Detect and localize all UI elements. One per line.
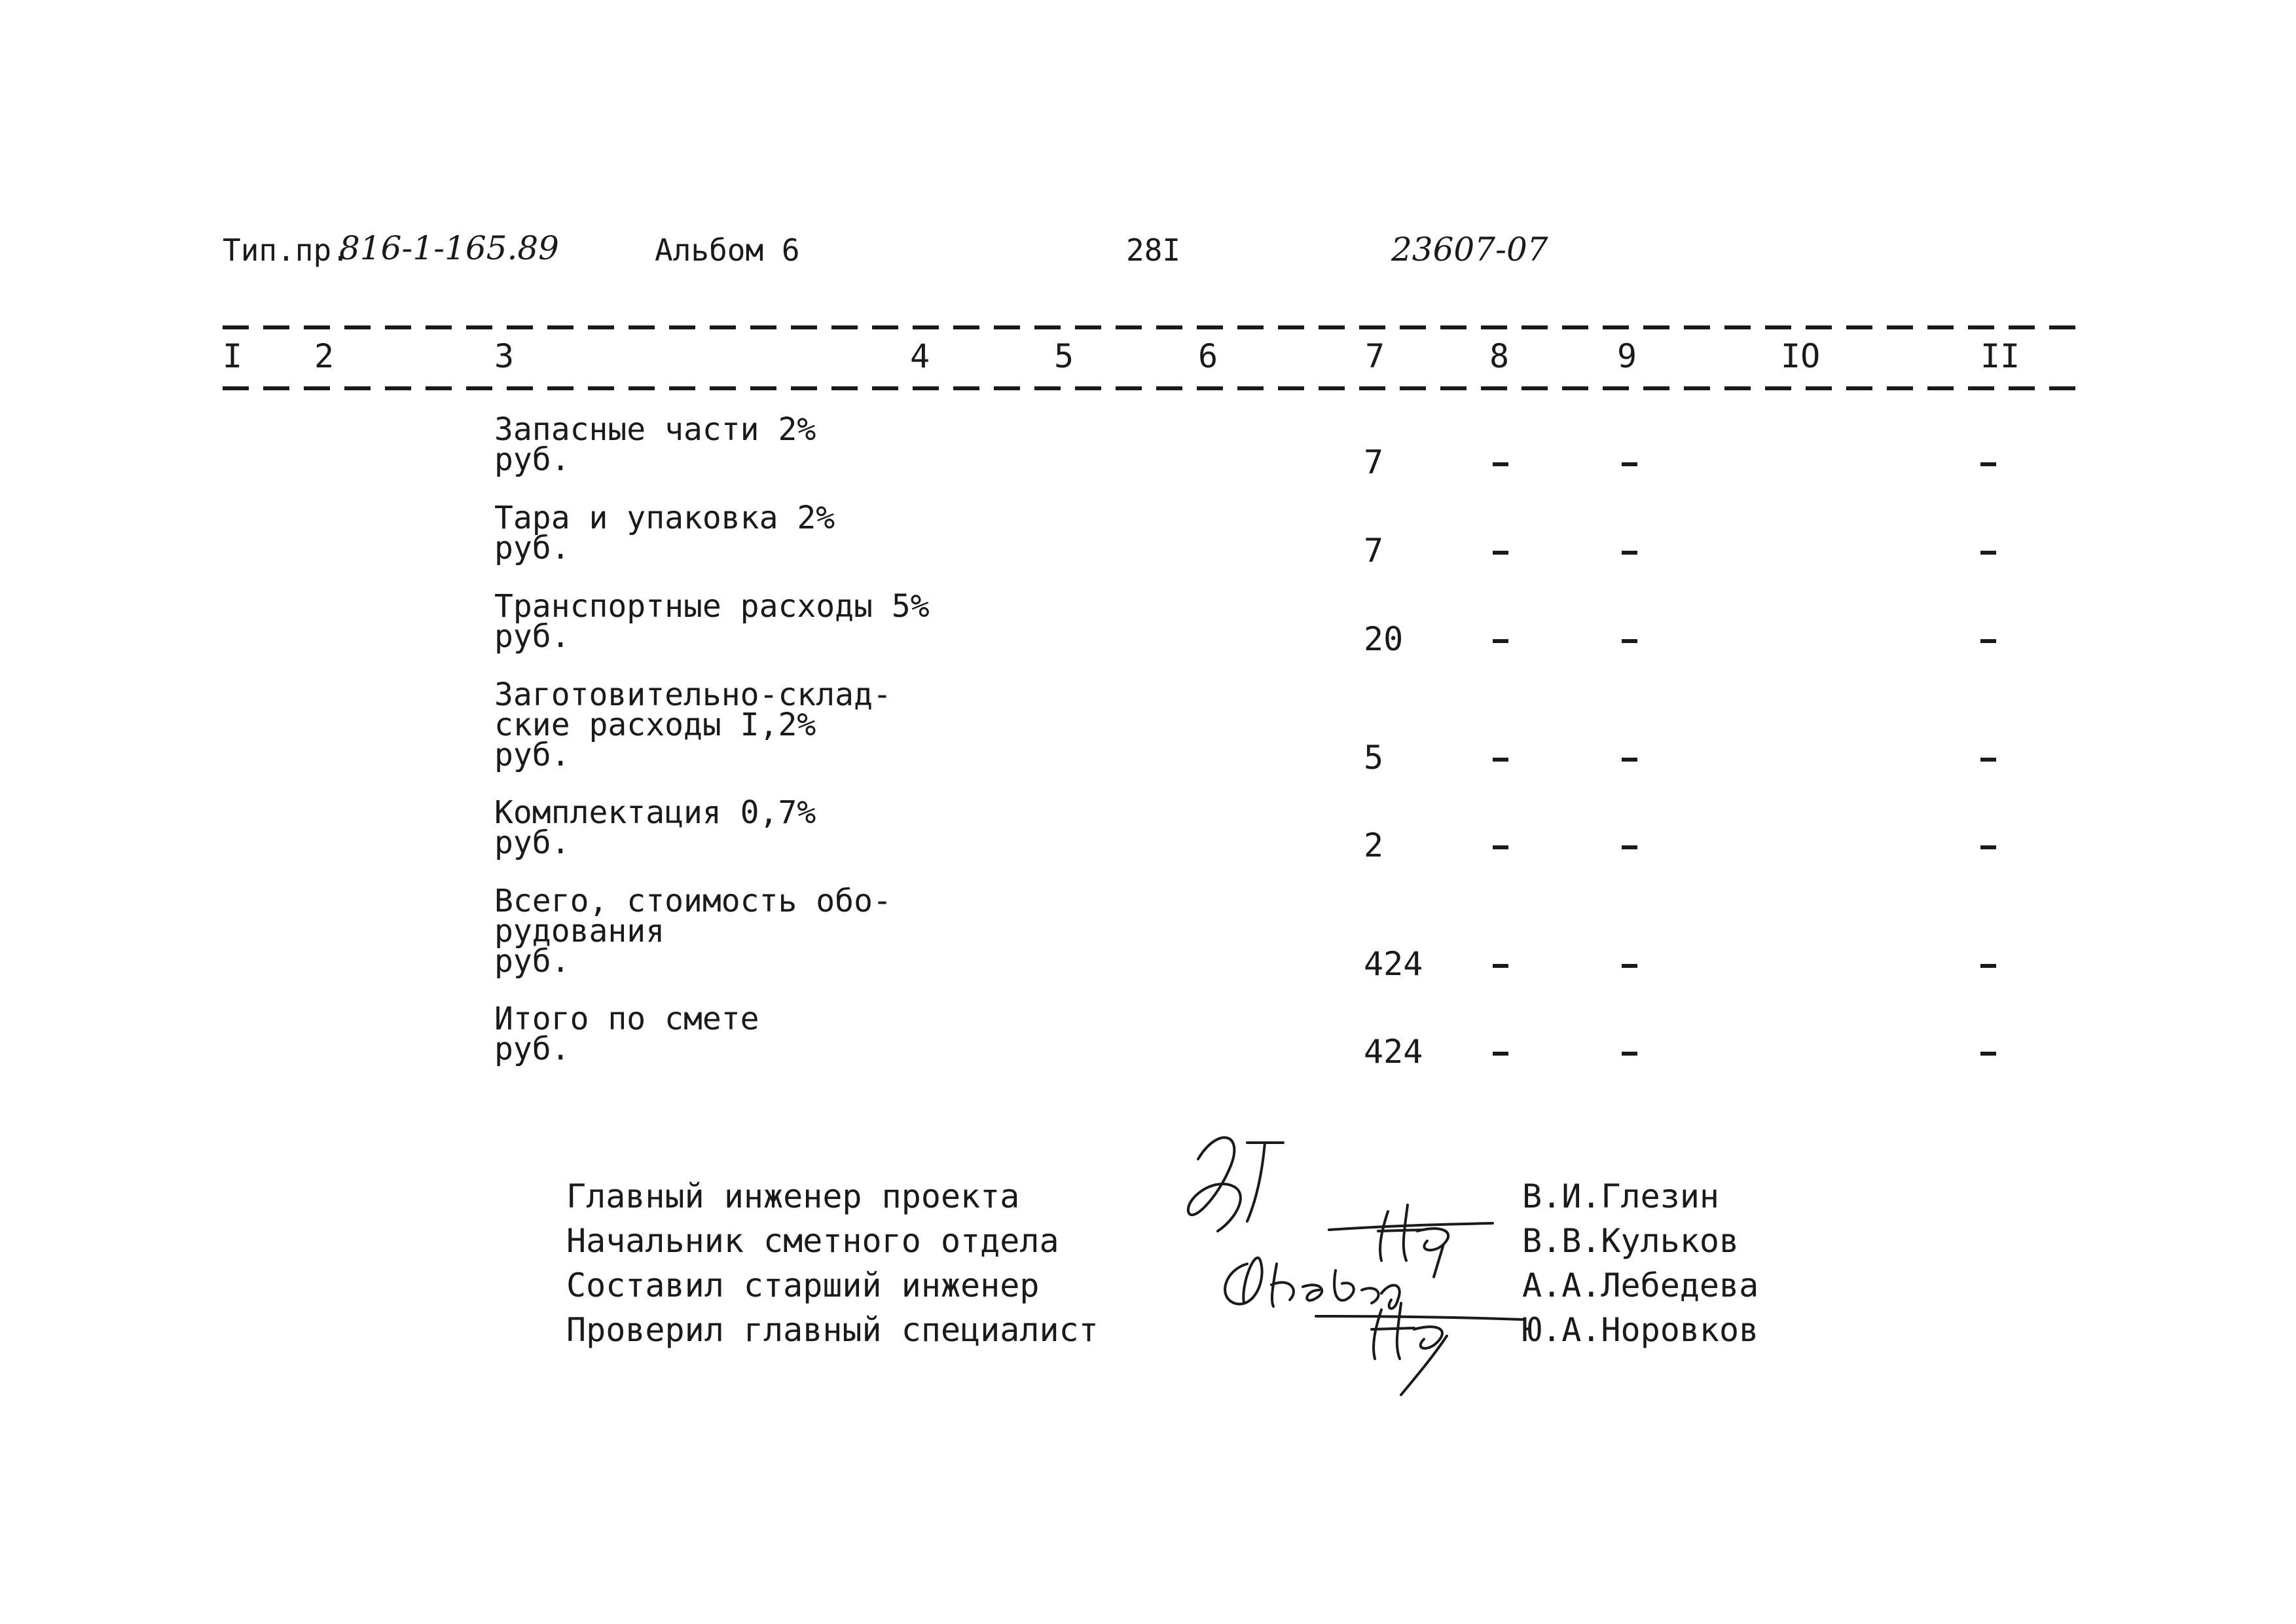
row-text-line: руб. — [494, 530, 570, 566]
table-row-3-col7: 20 — [1364, 620, 1404, 658]
signature-role-checked-by: Проверил главный специалист — [566, 1311, 1099, 1349]
column-number-2: 2 — [314, 337, 335, 375]
album-label: Альбом 6 — [655, 232, 800, 268]
signature-role-head-estimates: Начальник сметного отдела — [566, 1222, 1059, 1260]
column-number-11: II — [1980, 337, 2020, 375]
row-text-line: Запасные части 2% — [494, 411, 816, 448]
signature-name-kulkov: В.В.Кульков — [1522, 1222, 1740, 1260]
signature-name-glezin: В.И.Глезин — [1522, 1177, 1720, 1215]
table-row-6-col7: 424 — [1364, 945, 1423, 983]
row-text-line: руб. — [494, 943, 570, 980]
column-number-6: 6 — [1198, 337, 1218, 375]
row-text-line: Итого по смете — [494, 1001, 759, 1037]
column-number-3: 3 — [494, 337, 515, 375]
signature-name-lebedeva: А.А.Лебедева — [1522, 1266, 1759, 1304]
row-text-line: руб. — [494, 1031, 570, 1067]
table-row-2-col7: 7 — [1364, 532, 1384, 570]
row-text-line: руб. — [494, 441, 570, 478]
row-text-line: руб. — [494, 618, 570, 655]
table-row-4-col7: 5 — [1364, 739, 1384, 777]
row-text-line: Всего, стоимость обо- — [494, 883, 892, 919]
type-project-label: Тип.пр. — [223, 232, 350, 268]
table-row-1-col7: 7 — [1364, 443, 1384, 481]
type-project-number: 816-1-165.89 — [339, 229, 559, 267]
column-number-9: 9 — [1617, 337, 1637, 375]
page-number: 28I — [1126, 232, 1181, 268]
column-number-1: I — [223, 337, 243, 375]
column-number-4: 4 — [910, 337, 930, 375]
column-number-8: 8 — [1489, 337, 1510, 375]
signature-line-kulkov — [1329, 1223, 1493, 1230]
column-number-5: 5 — [1054, 337, 1074, 375]
document-code: 23607-07 — [1391, 231, 1548, 268]
row-text-line: Заготовительно-склад- — [494, 676, 892, 713]
signature-role-compiled-by: Составил старший инженер — [566, 1266, 1040, 1304]
row-text-line: Транспортные расходы 5% — [494, 588, 930, 625]
signature-mark-kulkov — [1378, 1205, 1448, 1277]
row-text-line: руб. — [494, 737, 570, 773]
table-row-7-col7: 424 — [1364, 1033, 1423, 1071]
signature-mark-glezin — [1188, 1137, 1283, 1231]
signature-role-chief-engineer: Главный инженер проекта — [566, 1177, 1020, 1215]
row-text-line: Комплектация 0,7% — [494, 794, 816, 831]
signature-line-norovkov — [1316, 1316, 1522, 1320]
signature-mark-lebedeva — [1225, 1258, 1400, 1308]
column-number-10: IO — [1781, 337, 1821, 375]
signature-name-norovkov: Ю.А.Норовков — [1522, 1311, 1759, 1349]
row-text-line: ские расходы I,2% — [494, 707, 816, 743]
row-text-line: рудования — [494, 913, 665, 950]
table-row-5-col7: 2 — [1364, 826, 1384, 864]
column-number-7: 7 — [1365, 337, 1385, 375]
row-text-line: Тара и упаковка 2% — [494, 500, 835, 536]
row-text-line: руб. — [494, 824, 570, 861]
